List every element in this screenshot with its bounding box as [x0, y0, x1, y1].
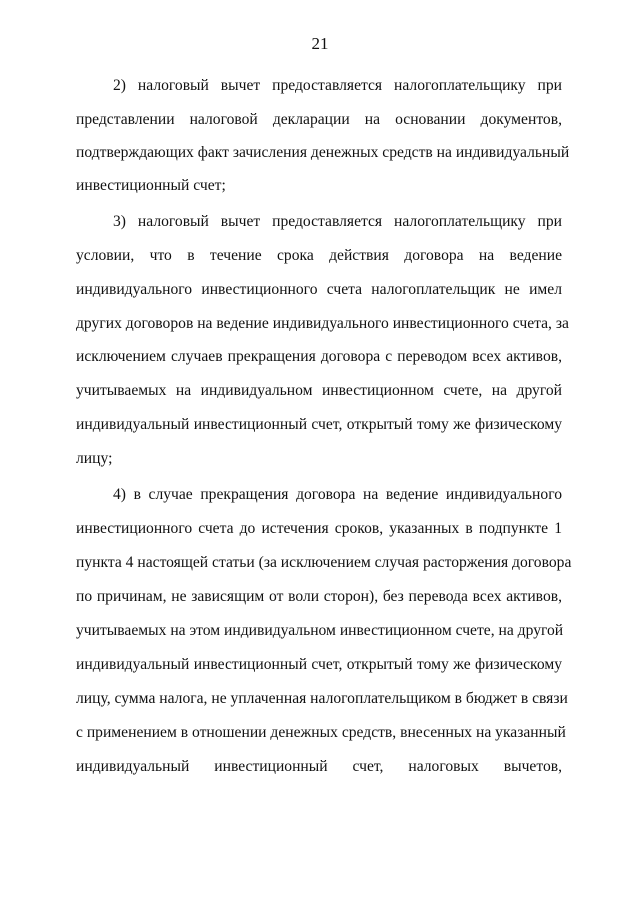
page-number: 21 — [311, 34, 329, 53]
text-line: инвестиционный счет; — [76, 177, 226, 194]
text-line: лицу, сумма налога, не уплаченная налогоплательщиком в бюджет в связи — [76, 690, 568, 707]
text-line: индивидуальный инвестиционный счет, налоговых вычетов, — [76, 758, 562, 775]
text-line: пункта 4 настоящей статьи (за исключением случая расторжения договора — [76, 554, 572, 571]
text-line: инвестиционного счета до истечения сроков, указанных в подпункте 1 — [76, 520, 562, 537]
text-line: по причинам, не зависящим от воли сторон), без перевода всех активов, — [76, 588, 562, 605]
text-line: 2) налоговый вычет предоставляется налогоплательщику при — [113, 77, 562, 94]
text-line: учитываемых на индивидуальном инвестиционном счете, на другой — [76, 382, 562, 399]
text-line: индивидуальный инвестиционный счет, открытый тому же физическому — [76, 656, 562, 673]
text-line: индивидуальный инвестиционный счет, открытый тому же физическому — [76, 416, 562, 433]
text-line: индивидуального инвестиционного счета налогоплательщик не имел — [76, 281, 562, 298]
text-line: 3) налоговый вычет предоставляется налогоплательщику при — [113, 213, 562, 230]
text-line: других договоров на ведение индивидуального инвестиционного счета, за — [76, 315, 569, 332]
text-line: лицу; — [76, 450, 113, 467]
text-line: исключением случаев прекращения договора с переводом всех активов, — [76, 348, 562, 365]
text-line: учитываемых на этом индивидуальном инвестиционном счете, на другой — [76, 622, 564, 639]
text-line: представлении налоговой декларации на основании документов, — [76, 111, 562, 128]
text-line: условии, что в течение срока действия договора на ведение — [76, 247, 562, 264]
text-line: с применением в отношении денежных средств, внесенных на указанный — [76, 724, 566, 741]
text-line: 4) в случае прекращения договора на ведение индивидуального — [113, 486, 562, 503]
text-line: подтверждающих факт зачисления денежных средств на индивидуальный — [76, 144, 570, 161]
